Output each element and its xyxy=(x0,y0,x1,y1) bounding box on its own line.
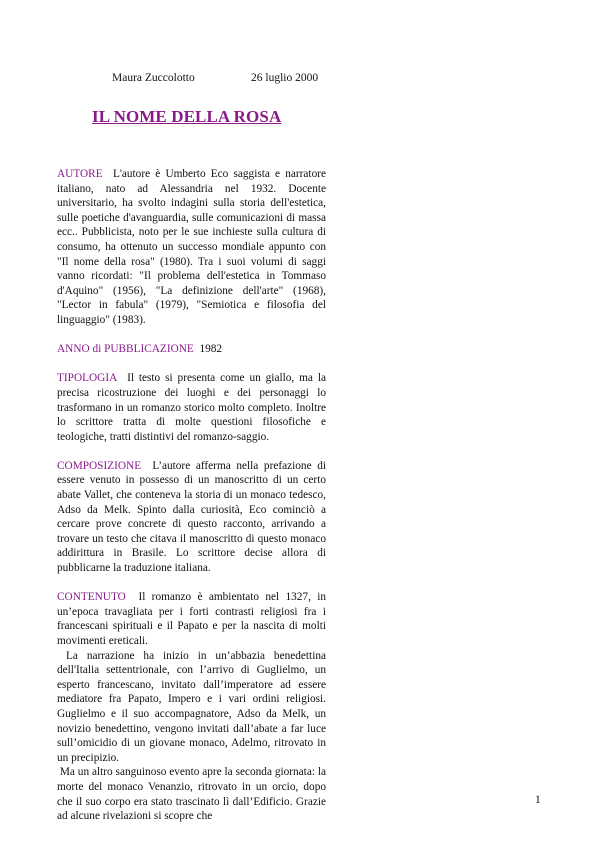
section-label-anno: ANNO di PUBBLICAZIONE xyxy=(57,343,194,356)
section-label-tipologia: TIPOLOGIA xyxy=(57,372,118,385)
document-header xyxy=(0,72,596,86)
contenuto-paragraph-1 xyxy=(57,590,326,648)
contenuto-paragraph-2 xyxy=(57,649,326,766)
section-label-autore: AUTORE xyxy=(57,168,103,180)
contenuto-paragraph-2-text: La narrazione ha inizio in un’abbazia benedettina dell'Italia settentrionale, con l’arrivo di Guglielmo, un esperto francescano, invitato dall’imperatore ad essere mediatore fra Papato, Impero e i vari ordini religiosi. Guglielmo e il suo accompagnatore, Adso da Melk, un novizio benedettino, vengono invitati dall’abate a far luce sull’omicidio di un giovane monaco, Adelmo, ritrovato in un precipizio. xyxy=(57,649,326,764)
section-text-autore: L'autore è Umberto Eco saggista e narratore italiano, nato ad Alessandria nel 1932. Docente universitario, ha svolto indagini sulla storia dell'estetica, sulle poetiche d'avanguardia, sulle comunicazioni di massa ecc.. Pubblicista, noto per le sue inchieste sulla cultura di consumo, ha ottenuto un successo mondiale appunto con "Il nome della rosa" (1980). Tra i suoi volumi di saggi vanno ricordati: "Il problema dell'estetica in Tommaso d'Aquino" (1956), "La definizione dell'arte" (1968), "Lector in fabula" (1979), "Semiotica e filosofia del linguaggio" (1983). xyxy=(57,168,326,326)
section-tipologia xyxy=(57,371,326,444)
section-text-tipologia: Il testo si presenta come un giallo, ma la precisa ricostruzione dei luoghi e dei personaggi lo trasformano in un romanzo storico molto completo. Inoltre lo scrittore tratta di molte questioni filosofiche e teologiche, tratti distintivi del romanzo-saggio. xyxy=(57,372,326,443)
document-date: 26 luglio 2000 xyxy=(251,72,319,84)
section-anno xyxy=(57,342,326,357)
author-name: Maura Zuccolotto xyxy=(112,72,195,84)
contenuto-paragraph-3-text: Ma un altro sanguinoso evento apre la seconda giornata: la morte del monaco Venanzio, ritrovato in un orcio, dopo che il suo corpo era stato trascinato lì dall’Edificio. Grazie ad alcune rivelazioni si scopre che xyxy=(57,766,326,823)
document-body xyxy=(57,167,326,838)
document-title: IL NOME DELLA ROSA xyxy=(92,107,282,126)
section-label-contenuto: CONTENUTO xyxy=(57,591,126,604)
section-contenuto xyxy=(57,590,326,824)
page-number: 1 xyxy=(535,794,541,806)
section-autore xyxy=(57,167,326,328)
section-text-composizione: L’autore afferma nella prefazione di essere venuto in possesso di un manoscritto di un certo abate Vallet, che conteneva la storia di un monaco tedesco, Adso da Melk. Spinto dalla curiosità, Eco cominciò a cercare prove concrete di questo racconto, arrivando a trovare un testo che citava il manoscritto di questo monaco addirittura in Brasile. Lo scrittore decise allora di pubblicarne la traduzione italiana. xyxy=(57,459,327,575)
section-composizione xyxy=(57,459,326,576)
section-text-anno: 1982 xyxy=(199,343,223,356)
contenuto-paragraph-3 xyxy=(57,765,326,823)
section-label-composizione: COMPOSIZIONE xyxy=(57,459,142,472)
section-text-contenuto: Il romanzo è ambientato nel 1327, in un’epoca travagliata per i forti contrasti religiosi fra i francescani spirituali e il Papato e per la nascita di molti movimenti ereticali. xyxy=(57,591,326,647)
